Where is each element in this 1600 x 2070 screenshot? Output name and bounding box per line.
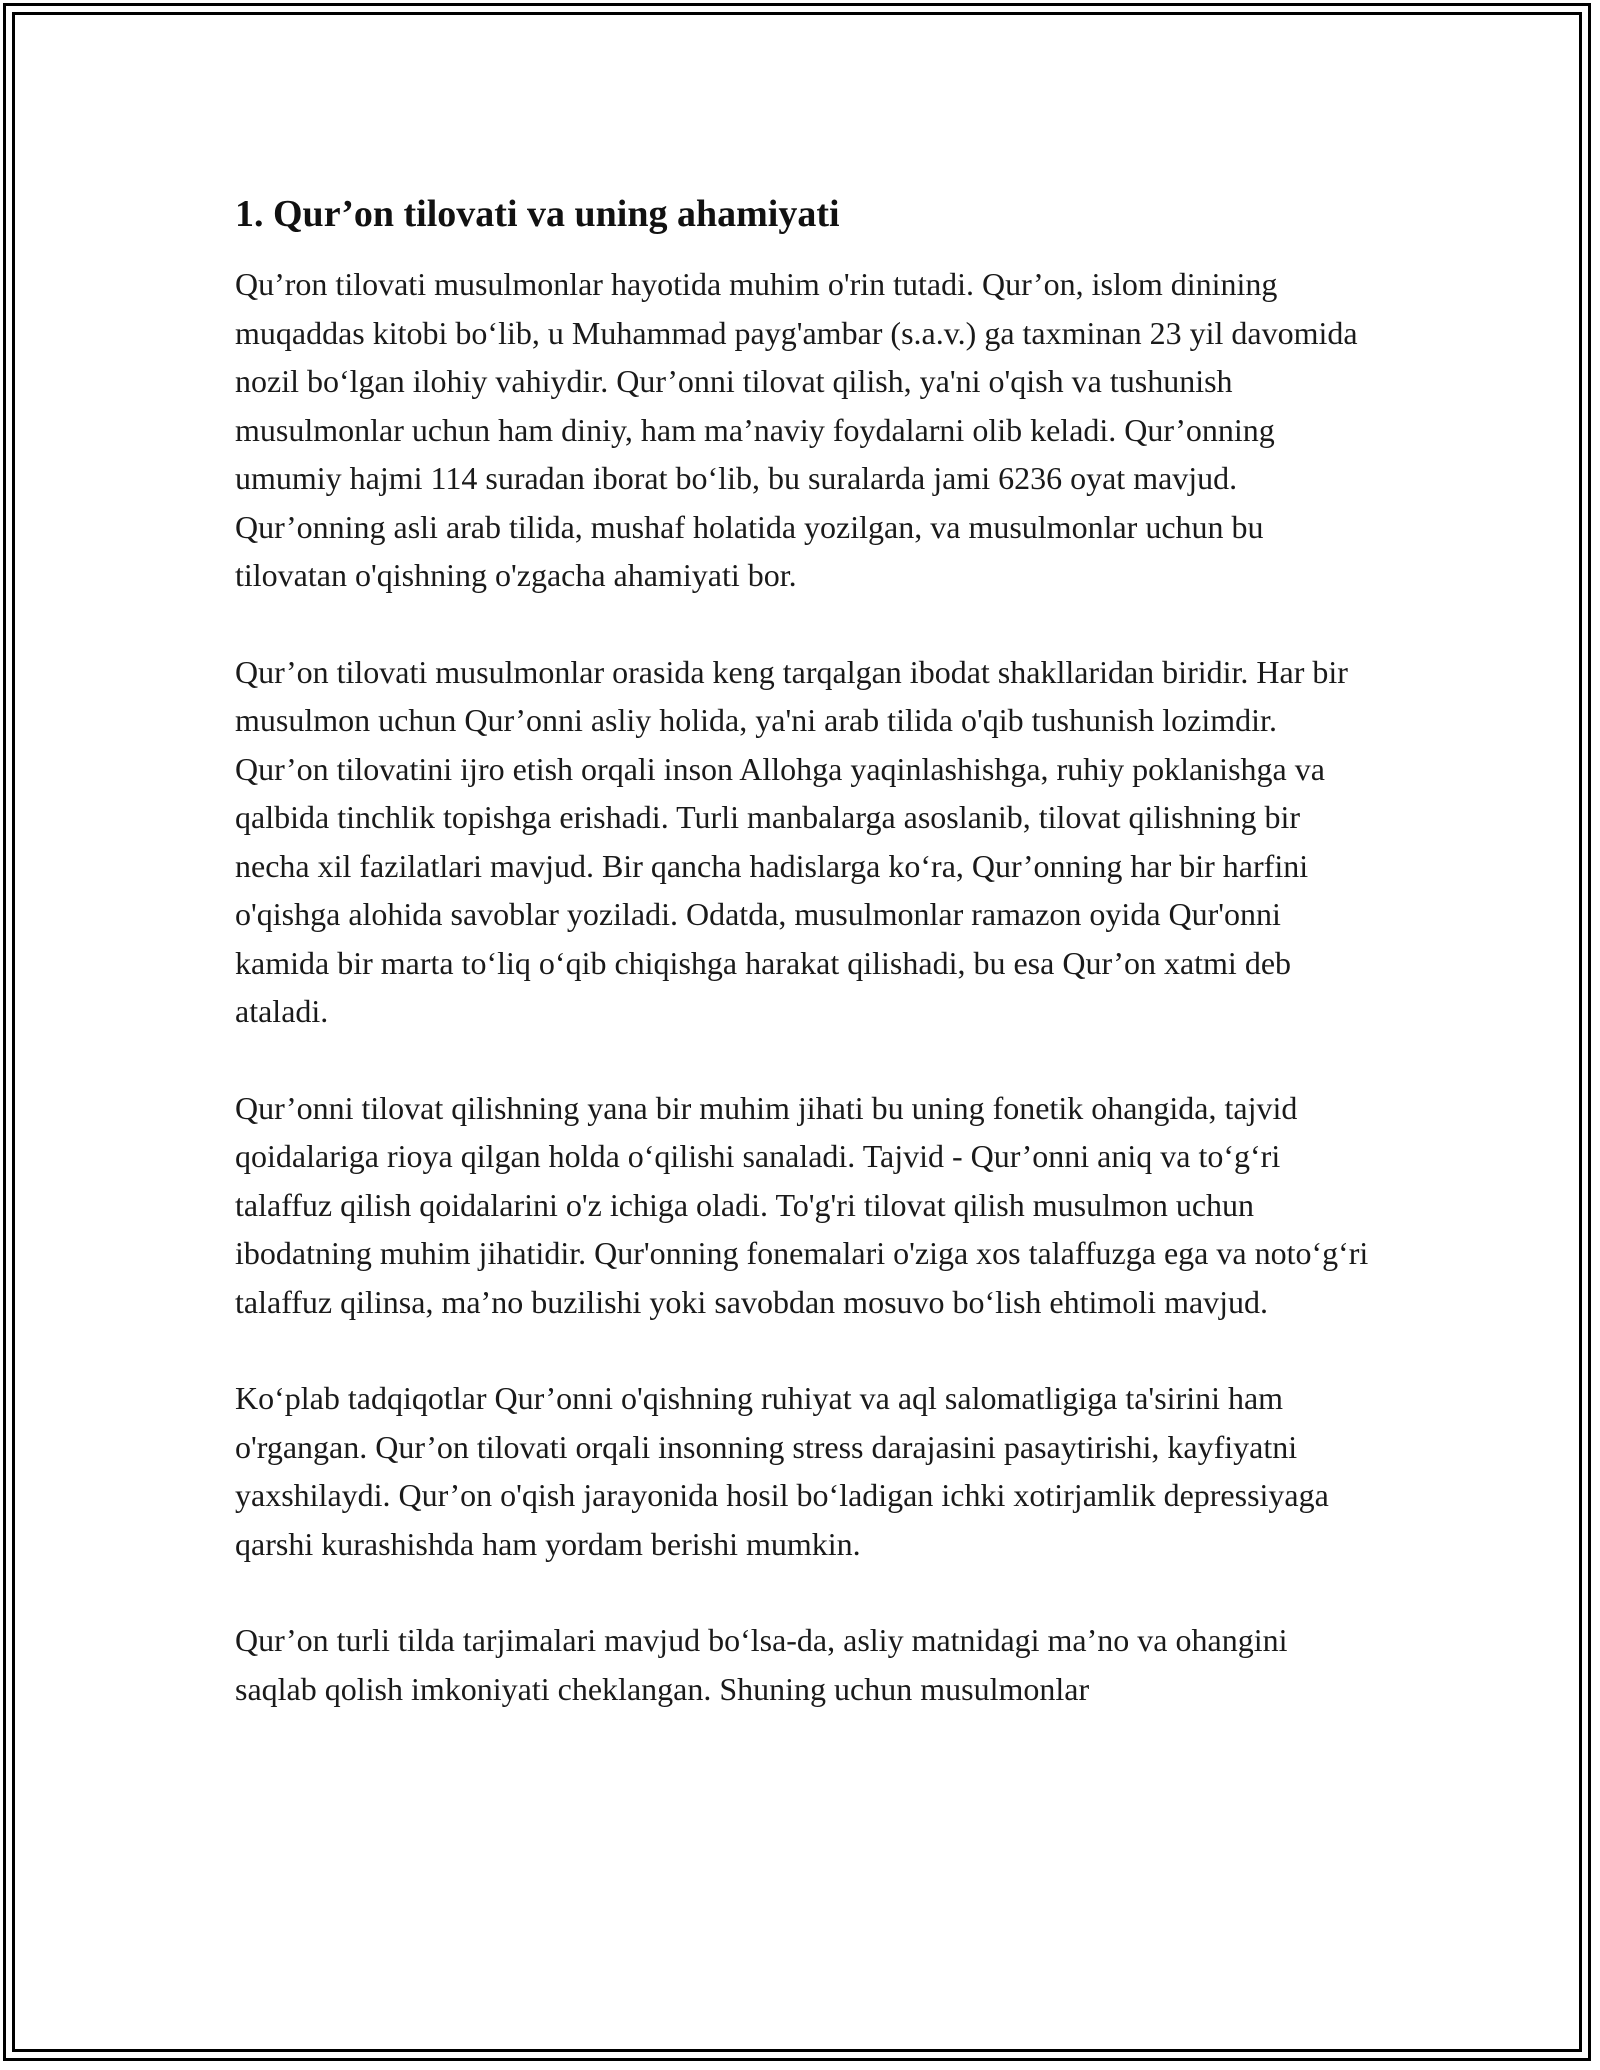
paragraph-3: Qur’onni tilovat qilishning yana bir muhim jihati bu uning fonetik ohangida, tajvid qoidalariga rioya qilgan holda o‘qilishi sanaladi. Tajvid - Qur’onni aniq va to‘g‘ri talaffuz qilish qoidalarini o'z ichiga oladi. To'g'ri tilovat qilish musulmon uchun ibodatning muhim jihatidir. Qur'onning fonemalari o'ziga xos talaffuzga ega va noto‘g‘ri talaffuz qilinsa, ma’no buzilishi yoki savobdan mosuvo bo‘lish ehtimoli mavjud.: [235, 1089, 1369, 1320]
paragraph-2: Qur’on tilovati musulmonlar orasida keng tarqalgan ibodat shakllaridan biridir. Har bir musulmon uchun Qur’onni asliy holida, ya'ni arab tilida o'qib tushunish lozimdir. Qur’on tilovatini ijro etish orqali inson Allohga yaqinlashishga, ruhiy poklanishga va qalbida tinchlik topishga erishadi. Turli manbalarga asoslanib, tilovat qilishning bir necha xil fazilatlari mavjud. Bir qancha hadislarga ko‘ra, Qur’onning har bir harfini o'qishga alohida savoblar yoziladi. Odatda, musulmonlar ramazon oyida Qur'onni kamida bir marta to‘liq o‘qib chiqishga harakat qilishadi, bu esa Qur’on xatmi deb ataladi.: [235, 653, 1348, 1029]
paragraph-4: Ko‘plab tadqiqotlar Qur’onni o'qishning ruhiyat va aql salomatligiga ta'sirini ham o'rgangan. Qur’on tilovati orqali insonning stress darajasini pasaytirishi, kayfiyatni yaxshilaydi. Qur’on o'qish jarayonida hosil bo‘ladigan ichki xotirjamlik depressiyaga qarshi kurashishda ham yordam berishi mumkin.: [235, 1380, 1329, 1562]
section-heading: 1. Qur’on tilovati va uning ahamiyati: [235, 193, 840, 235]
document-body: [235, 186, 1375, 1713]
paragraph-5: Qur’on turli tilda tarjimalari mavjud bo‘lsa-da, asliy matnidagi ma’no va ohangini saqlab qolish imkoniyati cheklangan. Shuning uchun musulmonlar: [235, 1622, 1288, 1707]
paragraph-1: Qu’ron tilovati musulmonlar hayotida muhim o'rin tutadi. Qur’on, islom dinining muqaddas kitobi bo‘lib, u Muhammad payg'ambar (s.a.v.) ga taxminan 23 yil davomida nozil bo‘lgan ilohiy vahiydir. Qur’onni tilovat qilish, ya'ni o'qish va tushunish musulmonlar uchun ham diniy, ham ma’naviy foydalarni olib keladi. Qur’onning umumiy hajmi 114 suradan iborat bo‘lib, bu suralarda jami 6236 oyat mavjud. Qur’onning asli arab tilida, mushaf holatida yozilgan, va musulmonlar uchun bu tilovatan o'qishning o'zgacha ahamiyati bor.: [235, 266, 1358, 593]
